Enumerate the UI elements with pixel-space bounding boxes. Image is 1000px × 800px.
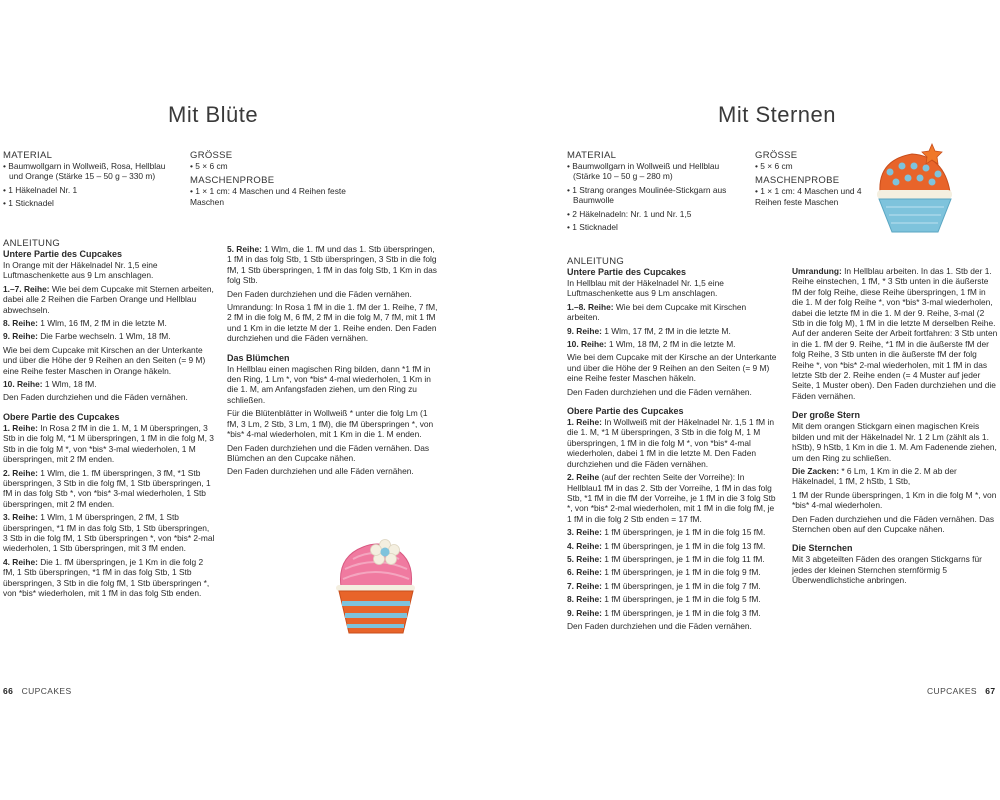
material-heading: MATERIAL (3, 150, 53, 161)
right-page (500, 0, 1000, 800)
maschenprobe-heading: MASCHENPROBE (755, 175, 840, 187)
row-instruction: 9. Reihe: 1 Wlm, 17 fM, 2 fM in die letzte M. (567, 325, 731, 336)
sternchen-text: Mit 3 abgeteilten Fäden des orangen Stickgarns für jedes der kleinen Sternchen sternförmig 5 Überwendlichstiche anbringen. (792, 554, 982, 586)
faden-text: Den Faden durchziehen und die Fäden vernähen. (227, 288, 412, 299)
anleitung-heading: ANLEITUNG (3, 238, 61, 249)
star-cupcake-image (874, 140, 956, 235)
size-section (755, 150, 875, 210)
stern-text: Den Faden durchziehen und die Fäden vernähen. Das Sternchen oben auf den Cupcake nähen. (792, 513, 995, 534)
obere-heading: Obere Partie des Cupcakes (567, 406, 684, 417)
material-item: • 1 Häkelnadel Nr. 1 (3, 184, 78, 195)
page-title: Mit Sternen (718, 102, 836, 127)
row-instruction: 3. Reihe: 1 Wlm, 1 M überspringen, 2 fM, 1 Stb überspringen, *1 fM in das folg Stb, 1 Stb überspringen, 3 Stb in die folg fM, 1 Stb überspringen *, von *bis* 2-mal wiederholen, 1 Stb überspringen, mit 3 fM enden. (3, 512, 215, 554)
page-number: 67 (985, 686, 996, 696)
page-footer (3, 686, 72, 696)
instructions-col-1 (567, 256, 779, 634)
row-instruction: 1.–7. Reihe: Wie bei dem Cupcake mit Sternen arbeiten, dabei alle 2 Reihen die Farben Orange und Hellblau abwechseln. (3, 283, 214, 315)
stern-text: 1 fM der Runde überspringen, 1 Km in die folg M *, von *bis* 4-mal wiederholen. (792, 489, 997, 511)
unterkante-text: Wie bei dem Cupcake mit Kirschen an der Unterkante und über die Höhe der 9 Reihen an den Seiten (= 9 M) eine Reihe fester Maschen in Orange häkeln. (3, 344, 206, 376)
bluemchen-heading: Das Blümchen (227, 352, 290, 363)
groesse-value: • 5 × 6 cm (755, 161, 793, 171)
untere-intro: In Orange mit der Häkelnadel Nr. 1,5 eine Luftmaschenkette aus 9 Lm anschlagen. (3, 260, 158, 281)
stern-heading: Der große Stern (792, 410, 861, 421)
row-instruction: 10. Reihe: 1 Wlm, 18 fM. (3, 379, 97, 390)
material-item: • 1 Sticknadel (3, 198, 54, 209)
material-list (3, 161, 178, 209)
bluemchen-text: Den Faden durchziehen und die Fäden vernähen. Das Blümchen an den Cupcake nähen. (227, 442, 430, 463)
bluemchen-text: In Hellblau einen magischen Ring bilden, dann *1 fM in den Ring, 1 Lm *, von *bis* 4-mal wiederholen, 1 Km in die 1. M, am Anfangsfaden ziehen, um den Ring zu schließen. (227, 363, 431, 405)
material-item: • 2 Häkelnadeln: Nr. 1 und Nr. 1,5 (567, 208, 692, 219)
faden-text: Den Faden durchziehen und die Fäden vernähen. (567, 386, 752, 397)
material-item: • Baumwollgarn in Wollweiß, Rosa, Hellblau und Orange (Stärke 15 – 50 g – 330 m) (3, 161, 166, 182)
sternchen-heading: Die Sternchen (792, 543, 853, 554)
row-instruction: 2. Reihe: 1 Wlm, die 1. fM überspringen, 3 fM, *1 Stb überspringen, 3 Stb in die folg fM, 1 Stb überspringen, 1 fM in das folg Stb *, von *bis* 3-mal wiederholen, 1 Stb überspringen, mit 2 fM enden. (3, 467, 211, 509)
maschenprobe-value: • 1 × 1 cm: 4 Maschen und 4 Reihen feste Maschen (190, 186, 346, 207)
row-instruction: 1.–8. Reihe: Wie bei dem Cupcake mit Kirschen arbeiten. (567, 301, 747, 323)
bluemchen-text: Den Faden durchziehen und alle Fäden vernähen. (227, 466, 414, 477)
instructions-col-1 (3, 238, 215, 601)
untere-heading: Untere Partie des Cupcakes (567, 267, 687, 277)
row-instruction: 4. Reihe: 1 fM überspringen, je 1 fM in die folg 13 fM. (567, 540, 766, 551)
row-instruction: 6. Reihe: 1 fM überspringen, je 1 fM in die folg 9 fM. (567, 567, 761, 578)
untere-heading: Untere Partie des Cupcakes (3, 249, 123, 259)
footer-label: CUPCAKES (21, 686, 72, 696)
unterkante-text: Wie bei dem Cupcake mit der Kirsche an der Unterkante und über die Höhe der 9 Reihen an den Seiten (= 9 M) eine Reihe fester Maschen häkeln. (567, 352, 777, 384)
groesse-value: • 5 × 6 cm (190, 161, 228, 171)
material-section (3, 150, 178, 212)
maschenprobe-heading: MASCHENPROBE (190, 175, 275, 187)
instructions-col-2 (227, 244, 439, 480)
faden-text: Den Faden durchziehen und die Fäden vernähen. (3, 392, 188, 403)
page-footer (927, 686, 996, 696)
page-number: 66 (3, 686, 14, 696)
footer-label: CUPCAKES (927, 686, 977, 696)
row-instruction: 1. Reihe: In Wollweiß mit der Häkelnadel Nr. 1,5 1 fM in die 1. M, *1 M überspringen, 3 Stb in die folg M, 1 M überspringen, 1 fM in die folg M *, von *bis* 4-mal wiederholen, dabei 1 fM in die letzte M. Den Faden durchziehen und die Fäden vernähen. (567, 417, 774, 469)
material-item: • Baumwollgarn in Wollweiß und Hellblau (Stärke 10 – 50 g – 280 m) (567, 161, 720, 182)
row-instruction: 4. Reihe: Die 1. fM überspringen, je 1 Km in die folg 2 fM, 1 Stb überspringen, *1 fM in das folg Stb, 1 Stb überspringen, 3 Stb in die folg fM, 1 Stb überspringen *, von *bis* wiederholen, mit 1 fM in das folg Stb enden. (3, 556, 210, 598)
row-instruction: 5. Reihe: 1 fM überspringen, je 1 fM in die folg 11 fM. (567, 553, 765, 564)
material-list (567, 161, 742, 232)
obere-heading: Obere Partie des Cupcakes (3, 411, 120, 422)
material-item: • 1 Sticknadel (567, 222, 618, 233)
maschenprobe-value: • 1 × 1 cm: 4 Maschen und 4 Reihen feste Maschen (755, 186, 862, 207)
material-section (567, 150, 742, 235)
row-instruction: 10. Reihe: 1 Wlm, 18 fM, 2 fM in die letzte M. (567, 339, 736, 350)
zacken-text: Die Zacken: * 6 Lm, 1 Km in die 2. M ab der Häkelnadel, 1 fM, 2 hStb, 1 Stb, (792, 465, 957, 487)
row-instruction: 9. Reihe: 1 fM überspringen, je 1 fM in die folg 3 fM. (567, 607, 761, 618)
faden-text: Den Faden durchziehen und die Fäden vernähen. (567, 620, 752, 631)
row-instruction: 9. Reihe: Die Farbe wechseln. 1 Wlm, 18 fM. (3, 331, 171, 342)
umrandung-text: Umrandung: In Rosa 1 fM in die 1. fM der 1. Reihe, 7 fM, 2 fM in die folg M, 6 fM, 2 fM in die folg M, 7 fM, mit 1 fM und 1 Km in die letzte M der 1. Reihe enden. Den Faden durchziehen und die Fäden vernähen. (227, 302, 438, 344)
instructions-col-2 (792, 266, 998, 589)
umrandung-text: Umrandung: In Hellblau arbeiten. In das 1. Stb der 1. Reihe einstechen, 1 fM, * 3 Stb unten in die äußerste fM der folg Reihe, diese Reihe überspringen, 1 fM in die 1. M der folg Reihe *, von *bis* 3-mal wiederholen, dabei die letzte fM in die 1. M der 9. Reihe, 3-mal (2 Stb in die folg M), 1 fM in die letzte M derselben Reihe. Auf der anderen Seite der Arbeit fortfahren: 3 Stb unten in die 1. fM der 9. Reihe, *1 fM in die äußerste fM der folg Reihe, 3 Stb unten in die äußerste fM der folg Reihe *, von *bis* 2-mal wiederholen, mit 1 fM in das letzte Stb der 2. Reihe enden (= 4 Muster auf jeder Seite, 1 Muster oben). Den Faden durchziehen und die Fäden vernähen. (792, 266, 998, 401)
row-instruction: 8. Reihe: 1 fM überspringen, je 1 fM in die folg 5 fM. (567, 594, 761, 605)
anleitung-heading: ANLEITUNG (567, 256, 625, 267)
flower-cupcake-image (333, 535, 418, 637)
row-instruction: 7. Reihe: 1 fM überspringen, je 1 fM in die folg 7 fM. (567, 580, 761, 591)
groesse-heading: GRÖSSE (755, 150, 798, 161)
row-instruction: 1. Reihe: In Rosa 2 fM in die 1. M, 1 M überspringen, 3 Stb in die folg M, *1 M überspringen, 1 fM in die folg M, 3 Stb in die folg M *, von *bis* 3-mal wiederholen, 1 M überspringen, mit 2 fM enden. (3, 422, 214, 465)
size-section (190, 150, 380, 210)
untere-intro: In Hellblau mit der Häkelnadel Nr. 1,5 eine Luftmaschenkette aus 9 Lm anschlagen. (567, 278, 724, 299)
row-instruction: 3. Reihe: 1 fM überspringen, je 1 fM in die folg 15 fM. (567, 527, 766, 538)
bluemchen-text: Für die Blütenblätter in Wollweiß * unter die folg Lm (1 fM, 3 Lm, 2 Stb, 3 Lm, 1 fM), die fM überspringen *, von *bis* 4-mal wiederholen, mit 1 Km in die 1. M enden. (227, 408, 434, 440)
row-instruction: 8. Reihe: 1 Wlm, 16 fM, 2 fM in die letzte M. (3, 318, 167, 329)
stern-text: Mit dem orangen Stickgarn einen magischen Kreis bilden und mit der Häkelnadel Nr. 1 2 Lm (zählt als 1. hStb), 9 hStb, 1 Km in die 1. M. Am Fadenende ziehen, um den Ring zu schließen. (792, 421, 997, 463)
row-instruction: 2. Reihe (auf der rechten Seite der Vorreihe): In Hellblau1 fM in das 2. Stb der Vorreihe, 1 fM in das folg Stb, *1 fM in die fM der Vorreihe, je 1 fM in die 3 folg Stb *, von *bis* 2-mal wiederholen, mit 1 fM in die folg fM, je 1 fM in die folg 2 Stb enden = 17 fM. (567, 472, 776, 524)
groesse-heading: GRÖSSE (190, 150, 233, 161)
page-title: Mit Blüte (168, 102, 259, 127)
material-item: • 1 Strang oranges Moulinée-Stickgarn aus Baumwolle (567, 184, 727, 206)
row-instruction: 5. Reihe: 1 Wlm, die 1. fM und das 1. Stb überspringen, 1 fM in das folg Stb, 1 Stb überspringen, 3 Stb in die folg fM, 1 Stb überspringen, 1 fM in das folg Stb, 1 Km in das folg Stb. (227, 244, 437, 286)
material-heading: MATERIAL (567, 150, 617, 161)
